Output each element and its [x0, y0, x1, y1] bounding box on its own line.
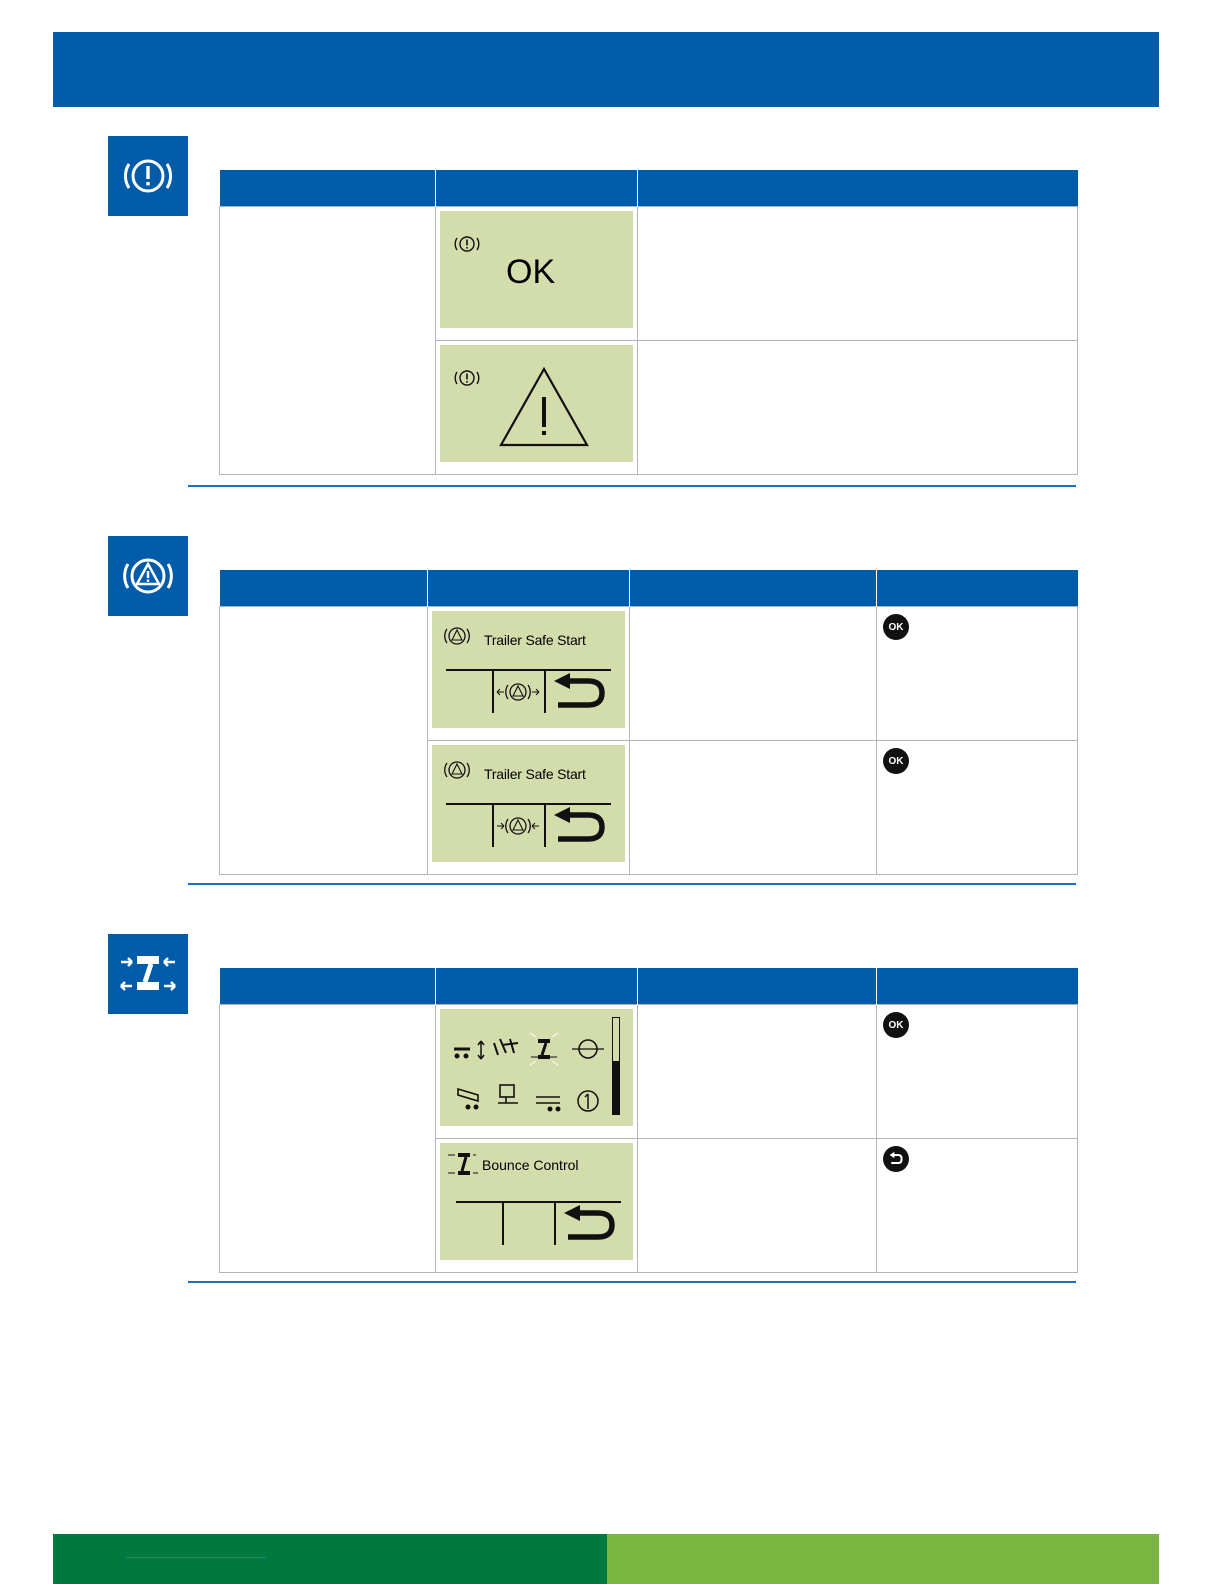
description-cell — [220, 1005, 436, 1273]
ok-button-icon[interactable]: OK — [883, 1012, 909, 1038]
lcd-ok-text: OK — [506, 253, 556, 291]
description-cell — [220, 607, 428, 875]
section-divider — [188, 485, 1076, 487]
lcd-title: Trailer Safe Start — [484, 766, 586, 782]
brake-status-table — [219, 170, 1078, 475]
rotation-icon — [572, 1040, 604, 1058]
info-cell — [638, 341, 1078, 475]
lcd-divider — [544, 669, 546, 713]
trailer-safe-start-icon — [442, 757, 472, 783]
ok-button-icon[interactable]: OK — [883, 614, 909, 640]
trailer-safe-start-toggle-icon — [496, 813, 540, 839]
info-cell — [638, 207, 1078, 341]
back-button-icon[interactable] — [883, 1146, 909, 1172]
header-cell — [220, 968, 436, 1005]
header-cell — [220, 570, 428, 607]
button-cell — [877, 607, 1078, 741]
table-header-row — [220, 170, 1078, 207]
info-cell — [638, 1005, 877, 1139]
top-banner — [53, 32, 1159, 107]
lcd-title: Bounce Control — [482, 1157, 579, 1173]
table-header-row — [220, 968, 1078, 1005]
warning-triangle-icon — [496, 365, 592, 451]
lcd-divider — [446, 669, 611, 671]
trailer-safe-start-icon — [118, 546, 178, 606]
lcd-divider — [544, 803, 546, 847]
display-cell — [436, 341, 638, 475]
lcd-display — [440, 345, 633, 462]
brake-warning-section-icon — [108, 136, 188, 216]
back-arrow-icon — [550, 807, 606, 845]
button-cell — [877, 1139, 1078, 1273]
lcd-display — [432, 745, 625, 862]
axle-height-icon — [454, 1041, 484, 1059]
header-cell — [877, 968, 1078, 1005]
description-cell — [220, 207, 436, 475]
brake-warning-icon — [452, 231, 482, 257]
header-cell — [630, 570, 877, 607]
bounce-control-icon — [118, 944, 178, 1004]
table-header-row — [220, 570, 1078, 607]
section-divider — [188, 1281, 1076, 1283]
trailer-safe-start-icon — [442, 623, 472, 649]
header-cell — [428, 570, 630, 607]
back-arrow-icon — [888, 1151, 904, 1167]
bounce-control-section-icon — [108, 934, 188, 1014]
lcd-divider — [554, 1201, 556, 1245]
trailer-safe-start-toggle-icon — [496, 679, 540, 705]
header-cell — [220, 170, 436, 207]
lcd-display — [440, 1009, 633, 1126]
trailer-safe-start-section-icon — [108, 536, 188, 616]
bounce-control-icon — [530, 1033, 558, 1065]
bounce-control-icon — [446, 1149, 480, 1179]
lcd-divider — [492, 803, 494, 847]
lcd-display — [440, 211, 633, 328]
ok-button-icon[interactable]: OK — [883, 748, 909, 774]
table-row — [220, 1005, 1078, 1139]
header-cell — [436, 968, 638, 1005]
number-one-icon — [578, 1091, 598, 1111]
header-cell — [638, 170, 1078, 207]
support-leg-icon — [498, 1085, 518, 1103]
lcd-divider — [502, 1201, 504, 1245]
lcd-divider — [456, 1201, 621, 1203]
footer-link[interactable] — [126, 1557, 266, 1558]
table-row — [220, 207, 1078, 341]
back-arrow-icon — [560, 1205, 616, 1243]
section-divider — [188, 883, 1076, 885]
scrollbar-thumb — [613, 1061, 619, 1114]
display-cell — [428, 741, 630, 875]
brake-warning-icon — [452, 365, 482, 391]
lcd-display — [432, 611, 625, 728]
display-cell — [436, 207, 638, 341]
scrollbar — [612, 1017, 620, 1115]
back-arrow-icon — [550, 673, 606, 711]
lcd-display — [440, 1143, 633, 1260]
button-cell — [877, 1005, 1078, 1139]
lcd-divider — [492, 669, 494, 713]
steering-axle-icon — [494, 1039, 518, 1055]
info-cell — [630, 607, 877, 741]
info-cell — [638, 1139, 877, 1273]
lcd-title: Trailer Safe Start — [484, 632, 586, 648]
lcd-divider — [446, 803, 611, 805]
tipping-icon — [458, 1089, 479, 1110]
display-cell — [428, 607, 630, 741]
function-menu-icons — [448, 1023, 624, 1119]
footer-bar-left — [53, 1534, 607, 1584]
footer-bar-right — [607, 1534, 1159, 1584]
header-cell — [638, 968, 877, 1005]
display-cell — [436, 1139, 638, 1273]
trailer-safe-start-table — [219, 570, 1078, 875]
brake-warning-icon — [118, 146, 178, 206]
button-cell — [877, 741, 1078, 875]
bounce-control-table — [219, 968, 1078, 1273]
table-row — [220, 607, 1078, 741]
header-cell — [436, 170, 638, 207]
display-cell — [436, 1005, 638, 1139]
info-cell — [630, 741, 877, 875]
header-cell — [877, 570, 1078, 607]
axle-shift-icon — [536, 1097, 561, 1112]
